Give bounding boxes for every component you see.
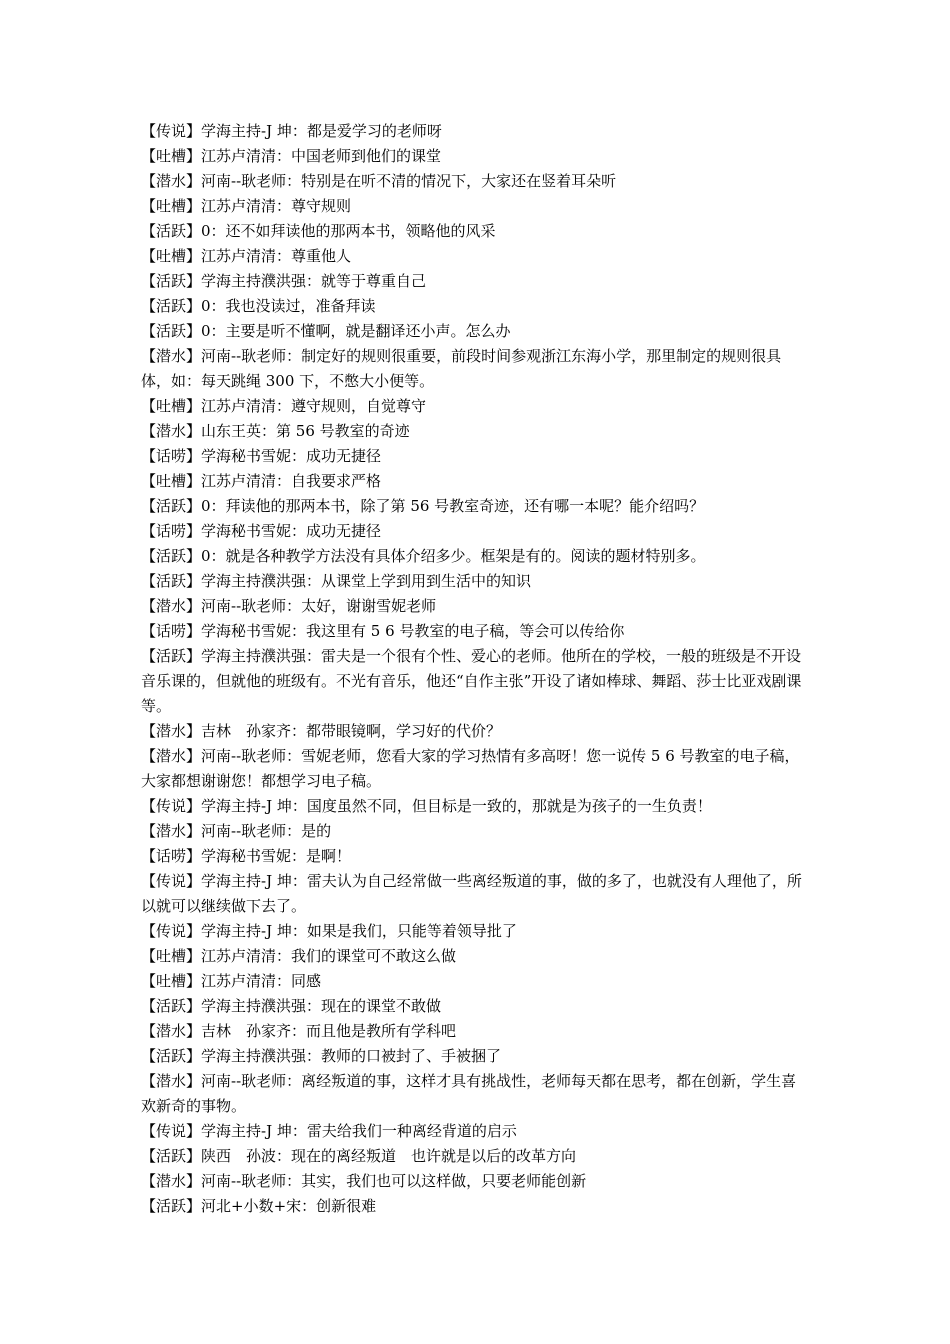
- chat-line: 【潜水】河南--耿老师：其实，我们也可以这样做，只要老师能创新: [141, 1172, 587, 1190]
- chat-line: 【活跃】陕西 孙波：现在的离经叛道 也许就是以后的改革方向: [141, 1147, 577, 1165]
- chat-transcript: [141, 119, 811, 1219]
- chat-line: 【活跃】学海主持濮洪强：就等于尊重自己: [141, 272, 427, 290]
- chat-line: 【潜水】河南--耿老师：太好，谢谢雪妮老师: [141, 597, 437, 615]
- chat-line: 【传说】学海主持-J 坤：国度虽然不同，但目标是一致的，那就是为孩子的一生负责！: [141, 797, 712, 815]
- chat-line: 【话唠】学海秘书雪妮：成功无捷径: [141, 447, 382, 465]
- chat-line: 【吐槽】江苏卢清清：同感: [141, 972, 322, 990]
- chat-line: 【吐槽】江苏卢清清：尊守规则: [141, 197, 352, 215]
- chat-line: 【吐槽】江苏卢清清：中国老师到他们的课堂: [141, 147, 442, 165]
- chat-line: 【活跃】0：拜读他的那两本书，除了第 56 号教室奇迹，还有哪一本呢？能介绍吗？: [141, 497, 705, 515]
- chat-line: 【话唠】学海秘书雪妮：我这里有 5 6 号教室的电子稿，等会可以传给你: [141, 622, 625, 640]
- chat-line: 【活跃】学海主持濮洪强：现在的课堂不敢做: [141, 997, 442, 1015]
- chat-line: 【潜水】河南--耿老师：是的: [141, 822, 332, 840]
- chat-line: 【活跃】学海主持濮洪强：从课堂上学到用到生活中的知识: [141, 572, 532, 590]
- chat-line: 【潜水】吉林 孙家齐：而且他是教所有学科吧: [141, 1022, 457, 1040]
- chat-line: 【潜水】吉林 孙家齐：都带眼镜啊，学习好的代价？: [141, 722, 502, 740]
- chat-line: 【传说】学海主持-J 坤：雷夫认为自己经常做一些离经叛道的事，做的多了，也就没有人理他了，所以就可以继续做下去了。: [141, 872, 802, 915]
- chat-line: 【活跃】0：我也没读过，准备拜读: [141, 297, 376, 315]
- chat-line: 【传说】学海主持-J 坤：如果是我们，只能等着领导批了: [141, 922, 517, 940]
- chat-line: 【活跃】河北+小数+宋：创新很难: [141, 1197, 377, 1215]
- chat-line: 【活跃】学海主持濮洪强：雷夫是一个很有个性、爱心的老师。他所在的学校，一般的班级是不开设音乐课的，但就他的班级有。不光有音乐，他还“自作主张”开设了诸如棒球、舞蹈、莎士比亚戏剧课等。: [141, 647, 802, 715]
- chat-line: 【话唠】学海秘书雪妮：是啊！: [141, 847, 352, 865]
- chat-line: 【潜水】河南--耿老师：特别是在听不清的情况下，大家还在竖着耳朵听: [141, 172, 617, 190]
- chat-line: 【传说】学海主持-J 坤：都是爱学习的老师呀: [141, 122, 442, 140]
- chat-line: 【吐槽】江苏卢清清：我们的课堂可不敢这么做: [141, 947, 457, 965]
- chat-line: 【活跃】0：就是各种教学方法没有具体介绍多少。框架是有的。阅读的题材特别多。: [141, 547, 706, 565]
- chat-line: 【潜水】河南--耿老师：雪妮老师，您看大家的学习热情有多高呀！您一说传 5 6 号教室的电子稿，大家都想谢谢您！都想学习电子稿。: [141, 747, 800, 790]
- chat-line: 【传说】学海主持-J 坤：雷夫给我们一种离经背道的启示: [141, 1122, 517, 1140]
- chat-line: 【潜水】河南--耿老师：制定好的规则很重要，前段时间参观浙江东海小学，那里制定的规则很具体，如：每天跳绳 300 下，不憋大小便等。: [141, 347, 782, 390]
- chat-line: 【吐槽】江苏卢清清：自我要求严格: [141, 472, 382, 490]
- chat-line: 【潜水】河南--耿老师：离经叛道的事，这样才具有挑战性，老师每天都在思考，都在创新，学生喜欢新奇的事物。: [141, 1072, 797, 1115]
- chat-line: 【吐槽】江苏卢清清：尊重他人: [141, 247, 352, 265]
- chat-line: 【活跃】学海主持濮洪强：教师的口被封了、手被捆了: [141, 1047, 502, 1065]
- chat-line: 【话唠】学海秘书雪妮：成功无捷径: [141, 522, 382, 540]
- chat-line: 【活跃】0：主要是听不懂啊，就是翻译还小声。怎么办: [141, 322, 511, 340]
- chat-line: 【潜水】山东王英：第 56 号教室的奇迹: [141, 422, 410, 440]
- chat-line: 【活跃】0：还不如拜读他的那两本书，领略他的风采: [141, 222, 496, 240]
- chat-line: 【吐槽】江苏卢清清：遵守规则，自觉尊守: [141, 397, 427, 415]
